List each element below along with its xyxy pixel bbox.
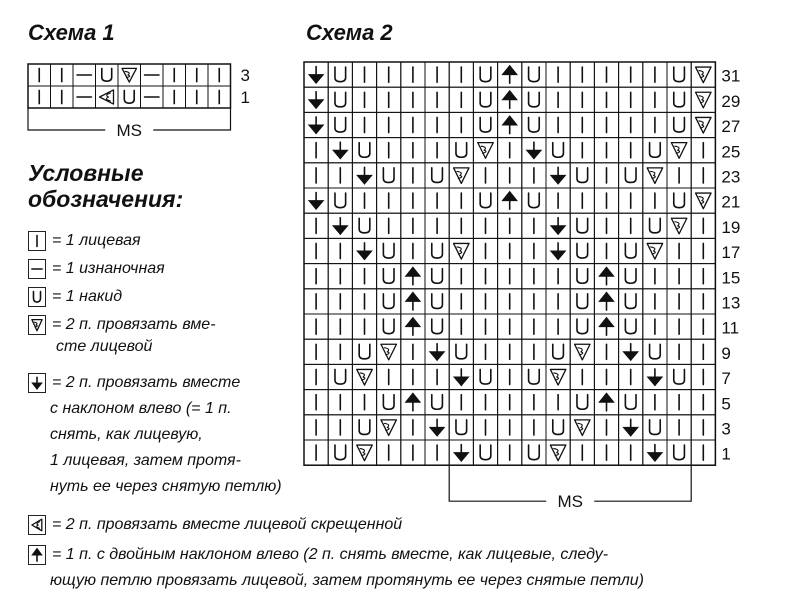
row-number-label: 11 — [721, 318, 740, 338]
legend-item-k2tog-tbl — [28, 514, 402, 536]
row-number-label: 25 — [721, 142, 741, 162]
ssk-symbol-icon — [28, 373, 46, 393]
legend-text: с наклоном влево (= 1 п. — [50, 400, 232, 417]
legend-text: = 1 лицевая — [52, 232, 141, 249]
legend-item-ssk — [28, 370, 282, 500]
scheme1-title: Схема 1 — [28, 20, 115, 45]
legend-text: = 1 п. с двойным наклоном влево (2 п. снять вместе, как лицевые, следу- — [52, 546, 609, 563]
row-number-label: 5 — [721, 394, 731, 414]
row-number-label: 1 — [721, 444, 731, 464]
legend-text: = 2 п. провязать вместе — [52, 374, 241, 391]
row-number-label: 15 — [721, 268, 741, 288]
scheme2-ms-label: MS — [557, 492, 583, 512]
purl-symbol-icon — [28, 259, 46, 279]
row-number-label: 3 — [240, 66, 250, 86]
legend-text: = 2 п. провязать вместе лицевой скрещенной — [52, 516, 403, 533]
row-number-label: 1 — [240, 88, 250, 108]
row-number-label: 23 — [721, 167, 741, 187]
row-number-label: 13 — [721, 293, 741, 313]
legend-text: нуть ее через снятую петлю) — [50, 478, 282, 495]
row-number-label: 17 — [721, 243, 741, 263]
scheme1-chart — [26, 62, 286, 152]
legend-item-k2tog — [28, 314, 216, 358]
k2tog-tbl-symbol-icon — [28, 515, 46, 535]
knit-symbol-icon — [28, 231, 46, 251]
legend-text: 1 лицевая, затем протя- — [50, 452, 241, 469]
legend-text: = 1 изнаночная — [52, 260, 165, 277]
scheme1-ms-label: MS — [116, 121, 142, 140]
legend-item-knit — [28, 230, 141, 252]
legend-title — [28, 160, 183, 212]
legend-item-double-decrease — [28, 542, 644, 594]
legend-title-line1: Условные — [28, 160, 144, 186]
k2tog-symbol-icon — [28, 315, 46, 335]
legend-item-purl — [28, 258, 165, 280]
legend-text: снять, как лицевую, — [50, 426, 203, 443]
legend-text: = 1 накид — [52, 288, 123, 305]
row-number-label: 29 — [721, 91, 741, 111]
legend-title-line2: обозначения: — [28, 186, 184, 212]
scheme2-title: Схема 2 — [306, 20, 393, 45]
legend-text: ющую петлю провязать лицевой, затем протянуть ее через снятые петли) — [50, 572, 644, 589]
legend-item-yarn-over — [28, 286, 122, 308]
row-number-label: 19 — [721, 217, 741, 237]
row-number-label: 9 — [721, 343, 731, 363]
row-number-label: 7 — [721, 369, 731, 389]
scheme2-chart — [300, 58, 790, 512]
double-decrease-symbol-icon — [28, 545, 46, 565]
row-number-label: 31 — [721, 66, 741, 86]
yarn-over-symbol-icon — [28, 287, 46, 307]
row-number-label: 27 — [721, 117, 741, 137]
row-number-label: 3 — [721, 419, 731, 439]
legend-text: сте лицевой — [56, 338, 153, 355]
row-number-label: 21 — [721, 192, 741, 212]
legend-text: = 2 п. провязать вме- — [52, 316, 216, 333]
